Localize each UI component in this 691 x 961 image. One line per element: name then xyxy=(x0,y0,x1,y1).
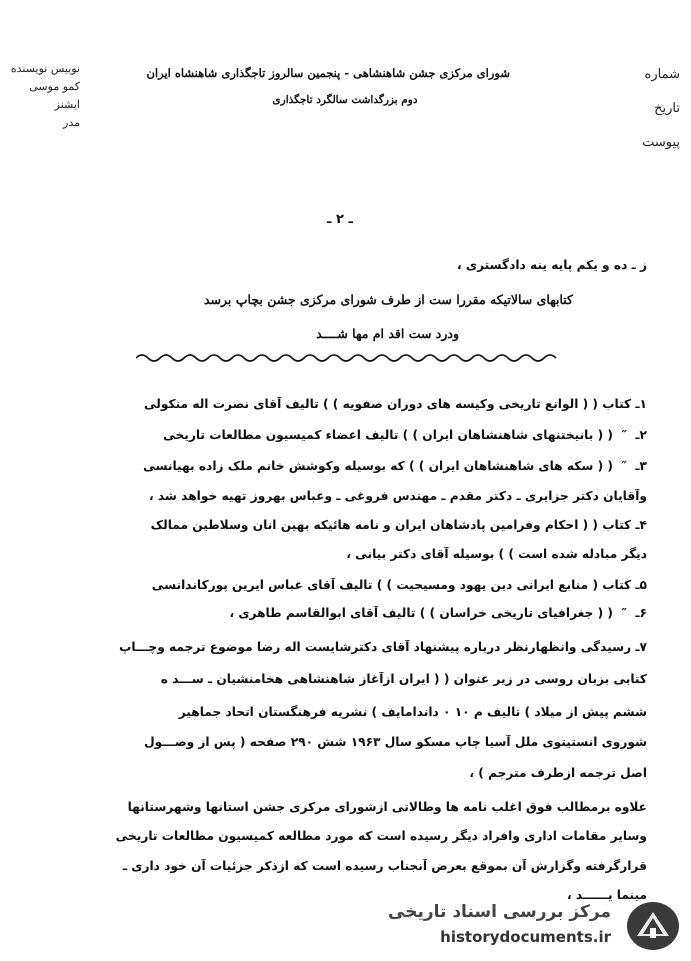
title-line-1: کتابهای سالاتیکه مقررا ست از طرف شورای مرکزی جشن بچاپ برسد xyxy=(203,292,573,307)
list-item-7: ۷ـ رسیدگی وانظهارنظر درباره پیشنهاد آقای دکترشایست اله رضا موضوع ترجمه وچـــاپ xyxy=(119,640,647,654)
closing-paragraph-line: وسایر مقامات اداری وافراد دیگر رسیده است که مورد مطالعه کمیسیون مطالعات تاریخی xyxy=(115,829,647,843)
margin-notes-right xyxy=(620,58,680,160)
margin-note: کمو موسی ایشنز xyxy=(29,80,80,111)
title-line-2: ودرد ست اقد ام مها شــــد xyxy=(316,326,459,341)
list-item-1: ۱ـ کتاب ( ( الوانع تاریخی وکیسه های دوران صفویه ) ) تالیف آقای نصرت اله منکولی xyxy=(143,397,647,411)
list-item-6: ۶ـ ‌ ″ ‌ ( ( جغرافیای تاریخی خراسان ) ) تالیف آقای ابوالقاسم طاهری ، xyxy=(229,606,647,620)
closing-paragraph-line: علاوه برمطالب فوق اغلب نامه ها وطالاتی ازشورای مرکزی جشن استانها وشهرستانها xyxy=(127,800,647,814)
margin-note: نوییس نویسنده xyxy=(10,62,80,75)
watermark xyxy=(388,896,685,956)
list-item-7-continued: شوروی انستیتوی ملل آسیا چاپ مسکو سال ۱۹۶۳ شش ۲۹۰ صفحه ( پس از وصـــول xyxy=(144,735,647,749)
page-number: ـ ۲ ـ xyxy=(327,212,353,227)
list-item-7-continued: کتابی بزبان روسی در زیر عنوان ( ( ایران ازآغاز شاهنشاهی هخامنشیان ـ ســـد ه xyxy=(160,672,647,686)
letterhead-line-1: شورای مرکزی جشن شاهنشاهی - پنجمین سالروز تاجگذاری شاهنشاه ایران xyxy=(146,66,510,80)
list-item-4: ۴ـ کتاب ( ( احکام وفرامین پادشاهان ایران و نامه هائیکه بهین انان وسلاطین ممالک xyxy=(150,518,647,532)
list-item-4-continued: دیگر مبادله شده است ) ) بوسیله آقای دکتر بیانی ، xyxy=(346,547,647,561)
list-item-5: ۵ـ کتاب ( منابع ایرانی دین یهود ومسیحیت ) ) تالیف آقای عباس ایرین پورکاندانسی xyxy=(151,578,647,592)
list-item-7-continued: ششم پیش از میلاد ) تالیف م ۱۰ ۰ داندامایف ) نشریه فرهنگستان اتحاد جماهیر xyxy=(178,705,647,719)
letterhead-line-2: دوم بزرگداشت سالگرد تاجگذاری xyxy=(272,94,418,106)
list-item-3-continued: وآقایان دکتر جزایری ـ دکتر مقدم ـ مهندس فروغی ـ وعباس بهروز تهیه خواهد شد ، xyxy=(149,489,647,503)
intro-line: ز ـ ده و یکم پایه ینه دادگستری ، xyxy=(457,258,647,272)
number-label: شماره xyxy=(644,67,680,82)
date-label: تاریخ xyxy=(654,101,680,116)
closing-paragraph-line: قرارگرفته وگزارش آن بموقع بعرض آنجناب رسیده است که ازذکر جزئیات آن خود داری ـ xyxy=(122,859,647,873)
title-underline xyxy=(136,352,560,364)
watermark-logo-icon xyxy=(623,898,681,954)
watermark-url: historydocuments.ir xyxy=(440,928,611,946)
margin-note: مدر xyxy=(63,116,80,129)
attachment-label: پیوست xyxy=(642,135,680,150)
margin-notes-left xyxy=(10,60,80,132)
list-item-2: ۲ـ ‌ ″ ‌ ( ( بانیختنهای شاهنشاهان ایران ) ) تالیف اعضاء کمیسیون مطالعات تاریخی xyxy=(163,428,647,442)
list-item-3: ۳ـ ‌ ″ ‌ ( ( سکه های شاهنشاهان ایران ) ) که بوسیله وکوشش خانم ملک زاده بهیانسی xyxy=(143,459,647,473)
list-item-7-continued: اصل ترجمه ازطرف مترجم ) ، xyxy=(469,766,647,780)
closing-paragraph-line: مینما یــــــد ، xyxy=(567,888,647,902)
watermark-title: مرکز بررسی اسناد تاریخی xyxy=(388,902,611,922)
